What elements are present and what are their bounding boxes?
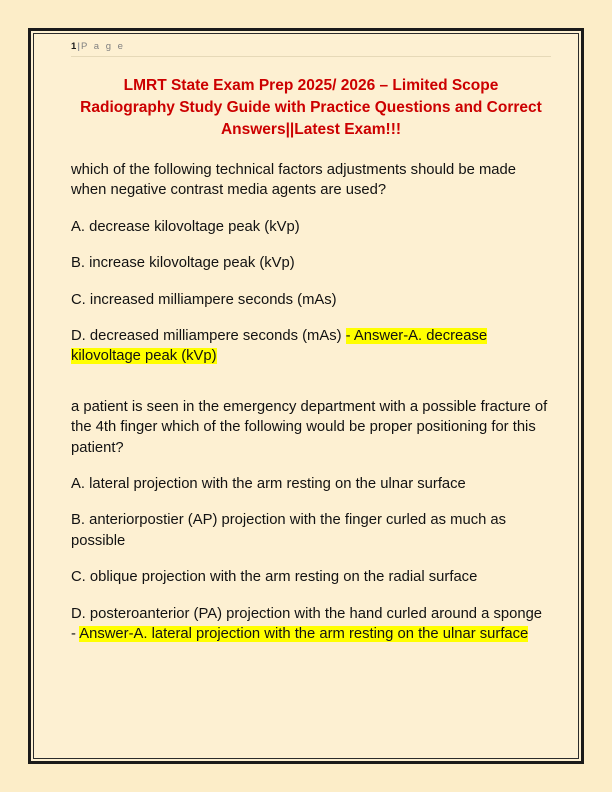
question-1-option-c: C. increased milliampere seconds (mAs) bbox=[71, 291, 337, 308]
page-header bbox=[71, 41, 551, 57]
question-1-option-d-text: D. decreased milliampere seconds (mAs) bbox=[71, 328, 346, 345]
page-number: 1 bbox=[71, 41, 77, 52]
question-1-option-b: B. increase kilovoltage peak (kVp) bbox=[71, 255, 295, 272]
question-2-answer-highlight: Answer-A. lateral projection with the arm resting on the ulnar surface bbox=[79, 626, 529, 643]
question-2-option-a: A. lateral projection with the arm resting on the ulnar surface bbox=[71, 476, 466, 493]
question-2-option-b: B. anteriorpostier (AP) projection with the finger curled as much as possible bbox=[71, 512, 507, 549]
question-1-option-d bbox=[71, 326, 551, 367]
page-header-label: P a g e bbox=[80, 41, 125, 52]
question-1-option-a: A. decrease kilovoltage peak (kVp) bbox=[71, 218, 300, 235]
question-1-answer-highlight: - Answer-A. decrease kilovoltage peak (kVp) bbox=[71, 328, 488, 365]
question-2-option-d-text: D. posteroanterior (PA) projection with the hand curled around a sponge - bbox=[71, 605, 543, 643]
question-2-stem: a patient is seen in the emergency department with a possible fracture of the 4th finger which of the following would be proper positioning for this patient? bbox=[71, 398, 548, 456]
question-1-stem: which of the following technical factors adjustments should be made when negative contrast media agents are used? bbox=[71, 162, 516, 199]
document-title: LMRT State Exam Prep 2025/ 2026 – Limited Scope Radiography Study Guide with Practice Questions and Correct Answers||Latest Exam!!! bbox=[80, 77, 542, 138]
page-header-separator: | bbox=[77, 41, 80, 52]
page-content bbox=[31, 31, 581, 761]
document-page bbox=[28, 28, 584, 764]
question-separator-gap bbox=[71, 367, 551, 397]
question-2-option-c: C. oblique projection with the arm resting on the radial surface bbox=[71, 569, 478, 586]
question-2-option-d bbox=[71, 604, 551, 645]
